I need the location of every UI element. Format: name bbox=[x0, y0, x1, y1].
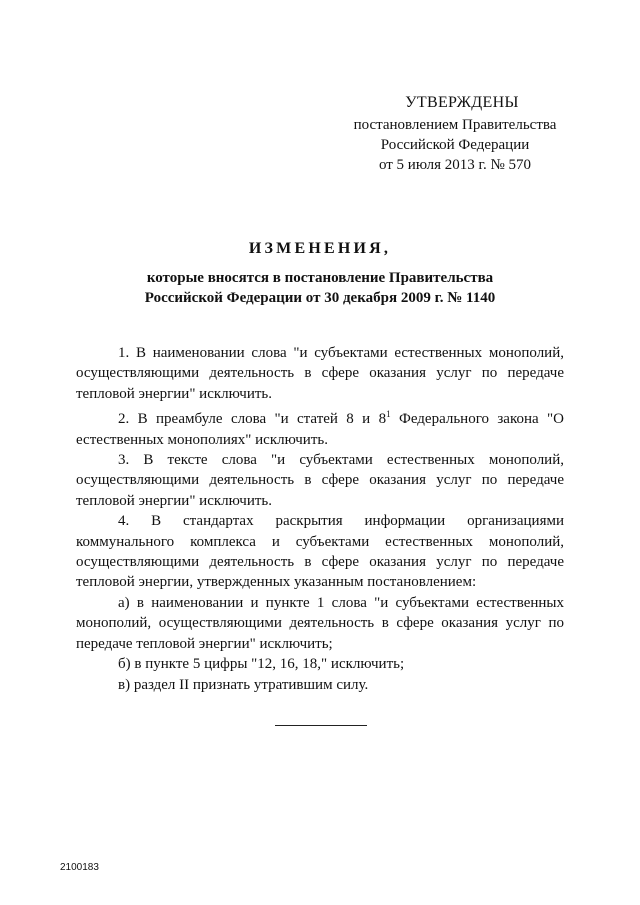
approval-line-2: Российской Федерации bbox=[380, 137, 530, 153]
end-divider bbox=[275, 725, 367, 726]
approval-line-1: постановлением Правительства bbox=[353, 117, 557, 133]
item-4b: б) в пункте 5 цифры "12, 16, 18," исключить; bbox=[118, 656, 405, 673]
item-2-superscript: 1 bbox=[386, 409, 391, 420]
approval-block bbox=[330, 93, 580, 175]
item-4c: в) раздел II признать утратившим силу. bbox=[118, 676, 369, 693]
item-2 bbox=[76, 404, 564, 450]
title-subtitle-line-1: которые вносятся в постановление Правительства bbox=[146, 270, 494, 286]
footer-document-code: 2100183 bbox=[60, 862, 99, 873]
item-4: 4. В стандартах раскрытия информации организациями коммунального комплекса и субъектами естественных монополий, осуществляющими деятельность в сфере оказания услуг по передаче тепловой энергии, утвержденных указанным постановлением: bbox=[76, 513, 564, 591]
item-1: 1. В наименовании слова "и субъектами естественных монополий, осуществляющими деятельность в сфере оказания услуг по передаче тепловой энергии" исключить. bbox=[76, 345, 564, 402]
item-2-text-before: 2. В преамбуле слова "и статей 8 и 8 bbox=[118, 411, 387, 428]
document-title bbox=[60, 240, 580, 308]
title-heading: ИЗМЕНЕНИЯ, bbox=[248, 240, 392, 257]
item-2-text-after: Федерального закона "О естественных монополиях" исключить. bbox=[76, 411, 564, 448]
item-4a: а) в наименовании и пункте 1 слова "и субъектами естественных монополий, осуществляющими деятельность в сфере оказания услуг по передаче тепловой энергии" исключить; bbox=[76, 594, 564, 652]
document-body bbox=[76, 343, 564, 695]
title-subtitle-line-2: Российской Федерации от 30 декабря 2009 г. № 1140 bbox=[144, 290, 496, 306]
approval-heading: УТВЕРЖДЕНЫ bbox=[405, 94, 519, 111]
item-3: 3. В тексте слова "и субъектами естественных монополий, осуществляющими деятельность в сфере оказания услуг по передаче тепловой энергии" исключить. bbox=[76, 452, 564, 509]
approval-line-3: от 5 июля 2013 г. № 570 bbox=[378, 157, 532, 173]
